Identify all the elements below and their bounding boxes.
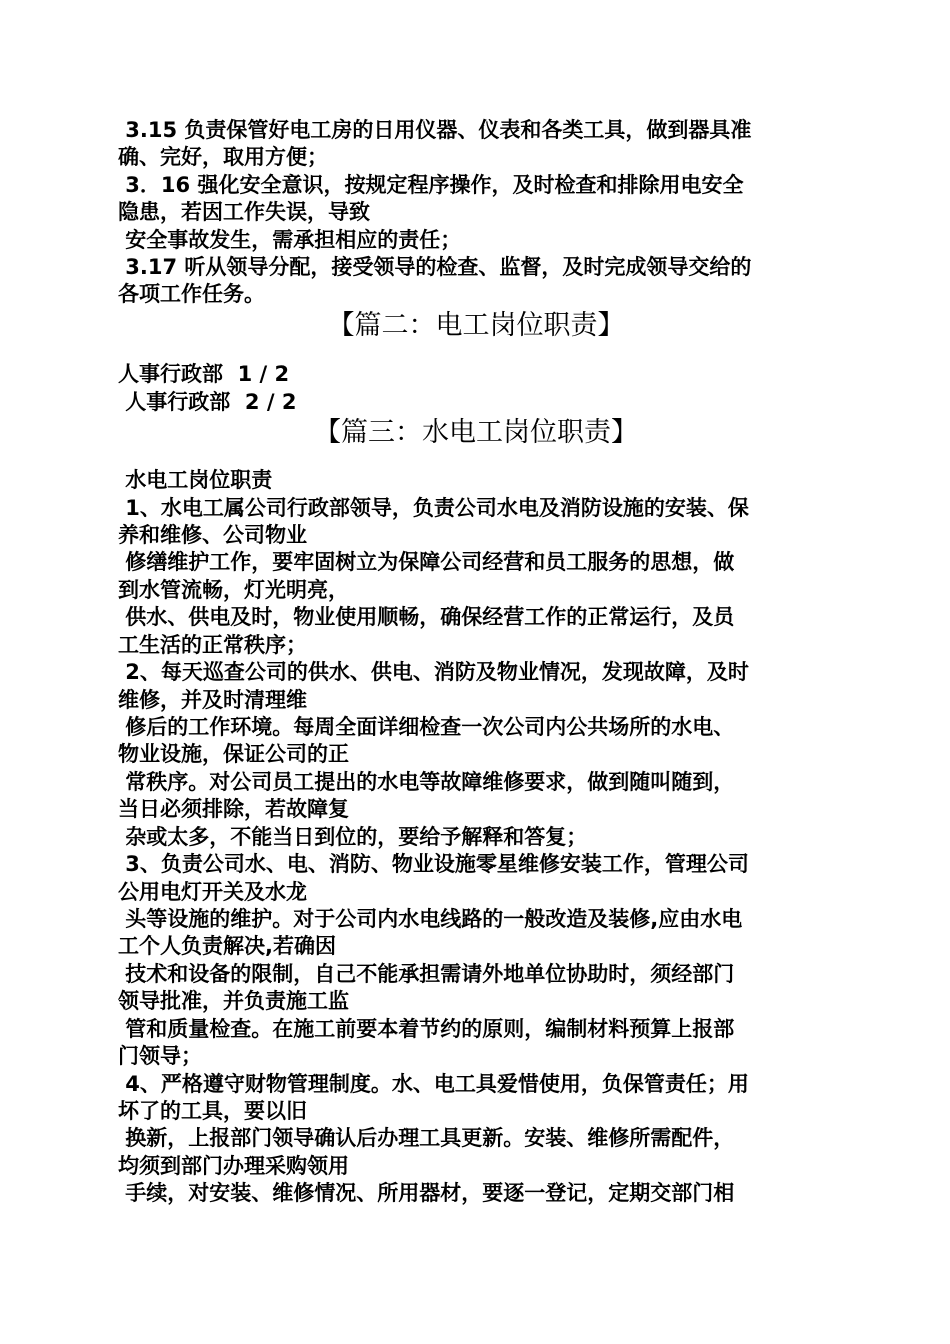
text-line: 修缮维护工作，要牢固树立为保障公司经营和员工服务的思想，做 (118, 550, 735, 574)
text-line: 2、每天巡查公司的供水、供电、消防及物业情况，发现故障，及时 (118, 660, 749, 684)
text-line: 各项工作任务。 (118, 282, 265, 306)
text-line: 常秩序。对公司员工提出的水电等故障维修要求，做到随叫随到， (118, 770, 735, 794)
text-line: 坏了的工具，要以旧 (118, 1099, 307, 1123)
text-line: 到水管流畅，灯光明亮， (118, 578, 349, 602)
text-line: 3、负责公司水、电、消防、物业设施零星维修安装工作，管理公司 (118, 852, 749, 876)
text-line: 门领导； (118, 1044, 202, 1068)
text-line: 安全事故发生，需承担相应的责任； (118, 228, 462, 252)
text-line: 管和质量检查。在施工前要本着节约的原则，编制材料预算上报部 (118, 1017, 735, 1041)
section-heading: 【篇三：水电工岗位职责】 (314, 417, 638, 448)
text-line: 1、水电工属公司行政部领导，负责公司水电及消防设施的安装、保 (118, 496, 749, 520)
text-line: 修后的工作环境。每周全面详细检查一次公司内公共场所的水电、 (118, 715, 735, 739)
text-line: 维修，并及时清理维 (118, 688, 307, 712)
text-line: 养和维修、公司物业 (118, 523, 307, 547)
page-marker: 人事行政部 2 / 2 (118, 390, 297, 414)
text-line: 物业设施，保证公司的正 (118, 742, 349, 766)
text-line: 领导批准，并负责施工监 (118, 989, 349, 1013)
section-heading: 【篇二：电工岗位职责】 (327, 310, 625, 341)
text-line: 隐患，若因工作失误，导致 (118, 200, 370, 224)
text-line: 工个人负责解决,若确因 (118, 934, 336, 958)
text-line: 技术和设备的限制，自己不能承担需请外地单位协助时，须经部门 (118, 962, 735, 986)
text-line: 确、完好，取用方便； (118, 145, 328, 169)
page-marker: 人事行政部 1 / 2 (118, 362, 290, 386)
text-line: 杂或太多，不能当日到位的，要给予解释和答复； (118, 825, 588, 849)
text-line: 公用电灯开关及水龙 (118, 880, 307, 904)
text-line: 当日必须排除，若故障复 (118, 797, 349, 821)
text-line: 手续，对安装、维修情况、所用器材，要逐一登记，定期交部门相 (118, 1181, 735, 1205)
text-line: 4、严格遵守财物管理制度。水、电工具爱惜使用，负保管责任；用 (118, 1072, 749, 1096)
text-line: 换新，上报部门领导确认后办理工具更新。安装、维修所需配件， (118, 1126, 735, 1150)
text-line: 工生活的正常秩序； (118, 633, 307, 657)
text-line: 3．16 强化安全意识，按规定程序操作，及时检查和排除用电安全 (118, 173, 744, 197)
text-line: 3.17 听从领导分配，接受领导的检查、监督，及时完成领导交给的 (118, 255, 752, 279)
text-line: 均须到部门办理采购领用 (118, 1154, 349, 1178)
text-line: 供水、供电及时，物业使用顺畅，确保经营工作的正常运行，及员 (118, 605, 735, 629)
section-title: 水电工岗位职责 (118, 468, 273, 492)
text-line: 3.15 负责保管好电工房的日用仪器、仪表和各类工具，做到器具准 (118, 118, 752, 142)
text-line: 头等设施的维护。对于公司内水电线路的一般改造及装修,应由水电 (118, 907, 743, 931)
